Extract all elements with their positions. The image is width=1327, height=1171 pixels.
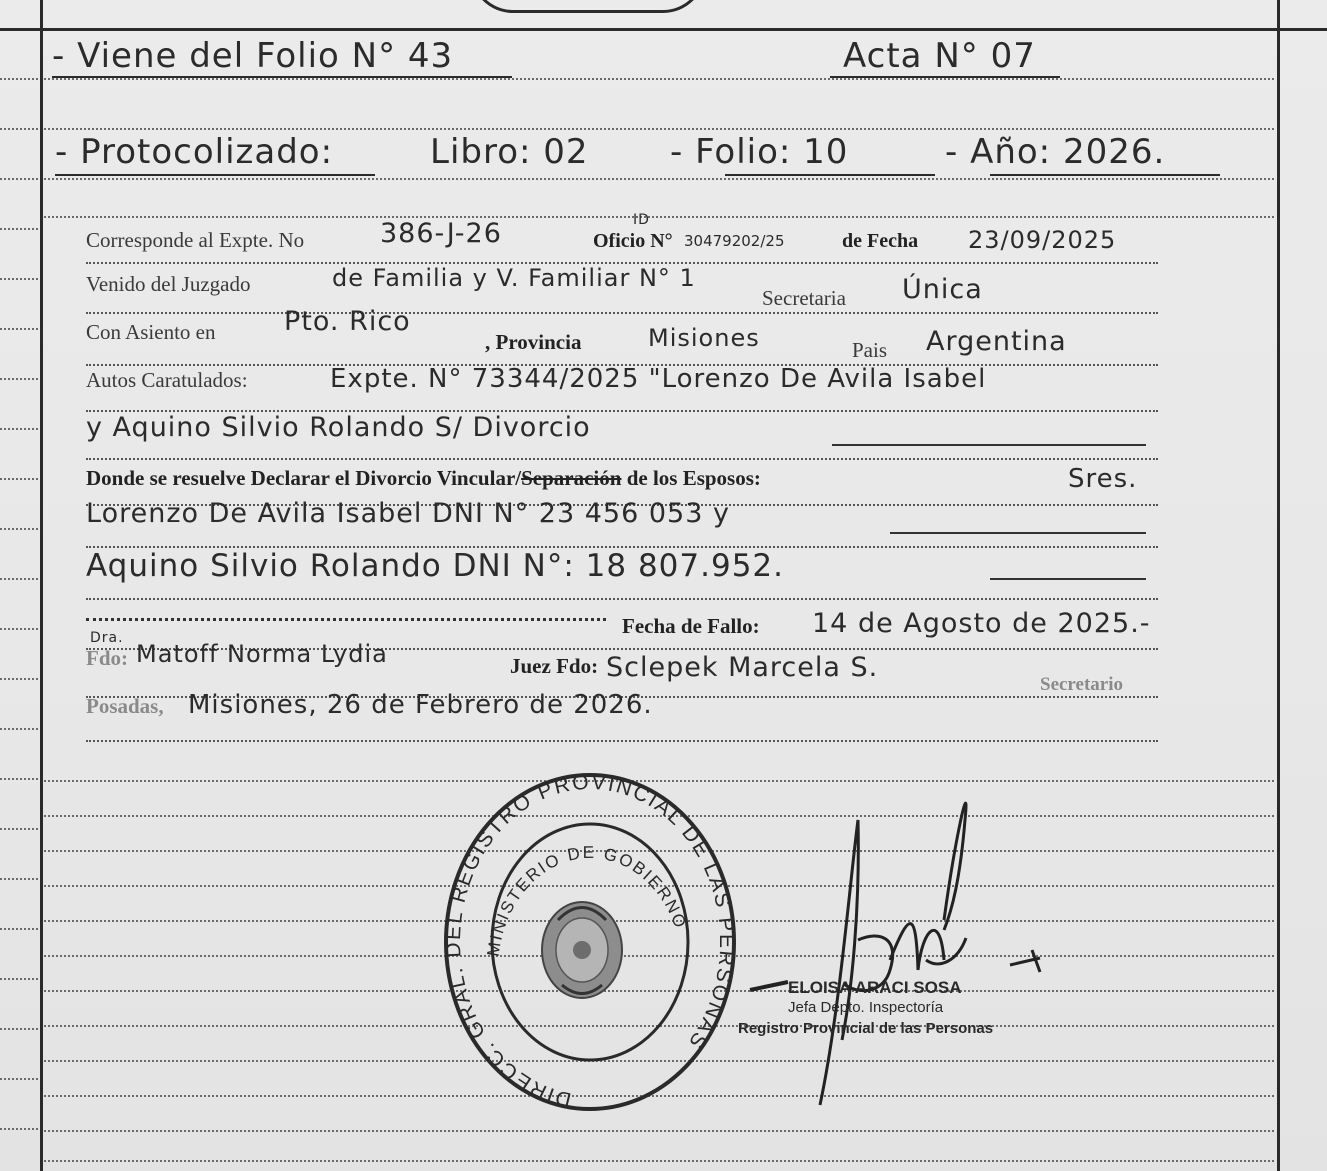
resuelve-strike: Separación [521,466,622,490]
fallo-label: Fecha de Fallo: [622,614,760,638]
protocolizado-underline [55,174,375,176]
closing-line [990,578,1146,580]
margin-dot-line [0,1078,38,1080]
fdo-mark: Dra. [90,630,124,646]
margin-dot-line [0,378,38,380]
oficio-label: Oficio N° [593,230,673,252]
right-margin-rule [1277,0,1280,1171]
pais-label: Pais [852,338,888,362]
anio-text: - Año: 2026. [945,132,1166,172]
ruled-line [44,1130,1274,1132]
margin-dot-line [0,928,38,930]
margin-dot-line [0,578,38,580]
juzgado-label: Venido del Juzgado [86,272,251,296]
asiento-value: Pto. Rico [284,306,411,337]
expte-label: Corresponde al Expte. No [86,228,305,252]
margin-dot-line [0,778,38,780]
autos-value-2: y Aquino Silvio Rolando S/ Divorcio [86,412,591,443]
oficio-value: 30479202/25 [684,232,785,250]
margin-dot-line [0,828,38,830]
margin-dot-line [0,528,38,530]
signatory-name: ELOISA ARACI SOSA [788,978,962,997]
secretario-label: Secretario [1040,674,1123,695]
margin-dot-line [0,878,38,880]
pais-value: Argentina [926,326,1067,357]
top-arc-line [470,0,706,13]
libro-text: Libro: 02 [430,132,589,172]
resuelve-text-a: Donde se resuelve Declarar el Divorcio Vincular/ [86,466,522,490]
margin-dot-line [0,278,38,280]
from-folio-underline [52,76,512,78]
fill-line [86,740,1158,742]
acta-number-text: Acta N° 07 [843,36,1036,76]
posadas-value: Misiones, 26 de Febrero de 2026. [188,690,653,720]
coat-of-arms-icon [542,902,622,998]
handwritten-signature [740,760,1080,1120]
asiento-label: Con Asiento en [86,320,216,344]
fill-line [86,458,1158,460]
ruled-line [44,178,1274,180]
margin-dot-line [0,178,38,180]
margin-dot-line [0,1028,38,1030]
provincia-value: Misiones [648,324,760,352]
esposos-prefix: Sres. [1068,464,1138,494]
margin-dot-line [0,328,38,330]
fill-line [86,598,1158,600]
fallo-value: 14 de Agosto de 2025.- [812,608,1151,639]
ruled-line [44,216,1274,218]
fdo-label: Fdo: [86,646,128,670]
fecha-value: 23/09/2025 [968,226,1117,254]
margin-dot-line [0,678,38,680]
left-margin-rule [40,0,43,1171]
oficio-mark: ID [633,212,650,228]
protocolizado-label: - Protocolizado: [55,132,334,172]
secretaria-label: Secretaria [762,286,846,310]
autos-value-1: Expte. N° 73344/2025 "Lorenzo De Avila Isabel [330,364,987,394]
margin-dot-line [0,78,38,80]
margin-dot-line [0,128,38,130]
closing-line [832,444,1146,446]
esposo-2: Aquino Silvio Rolando DNI N°: 18 807.952. [86,548,785,584]
margin-dot-line [0,428,38,430]
posadas-label: Posadas, [86,694,164,718]
margin-dot-line [0,1128,38,1130]
provincia-label: , Provincia [485,330,582,354]
acta-underline [830,76,1060,78]
margin-dot-line [0,628,38,630]
juzgado-value: de Familia y V. Familiar N° 1 [332,264,696,292]
official-seal [440,770,740,1115]
resuelve-text [86,466,761,491]
secretario-name: Sclepek Marcela S. [606,652,879,683]
folio-underline [725,174,935,176]
ruled-line [44,128,1274,130]
fill-line [86,312,1158,314]
margin-dot-line [0,228,38,230]
filler-line [86,618,606,621]
from-folio-text: - Viene del Folio N° 43 [52,36,454,76]
signatory-role: Jefa Depto. Inspectoría [788,999,944,1016]
autos-label: Autos Caratulados: [86,368,248,392]
juez-label: Juez Fdo: [510,654,599,678]
esposo-1: Lorenzo De Avila Isabel DNI N° 23 456 053 y [86,498,730,529]
resuelve-text-b: de los Esposos: [621,466,761,490]
margin-dot-line [0,978,38,980]
secretaria-value: Única [902,274,983,305]
closing-line [890,532,1146,534]
ruled-line [44,78,1274,80]
fecha-label: de Fecha [842,230,919,252]
ruled-line [44,1160,1274,1162]
margin-dot-line [0,478,38,480]
anio-underline [990,174,1220,176]
expte-value: 386-J-26 [380,218,502,249]
top-rule [0,28,1327,31]
seal-inner-text: MINISTERIO DE GOBIERNO [483,842,691,958]
signatory-office: Registro Provincial de las Personas [738,1020,994,1037]
juez-name: Matoff Norma Lydia [136,640,388,668]
margin-dot-line [0,728,38,730]
folio-text: - Folio: 10 [670,132,849,172]
seal-outer-text: DIRECC. GRAL. DEL REGISTRO PROVINCIAL DE LAS PERSONAS [441,770,739,1112]
